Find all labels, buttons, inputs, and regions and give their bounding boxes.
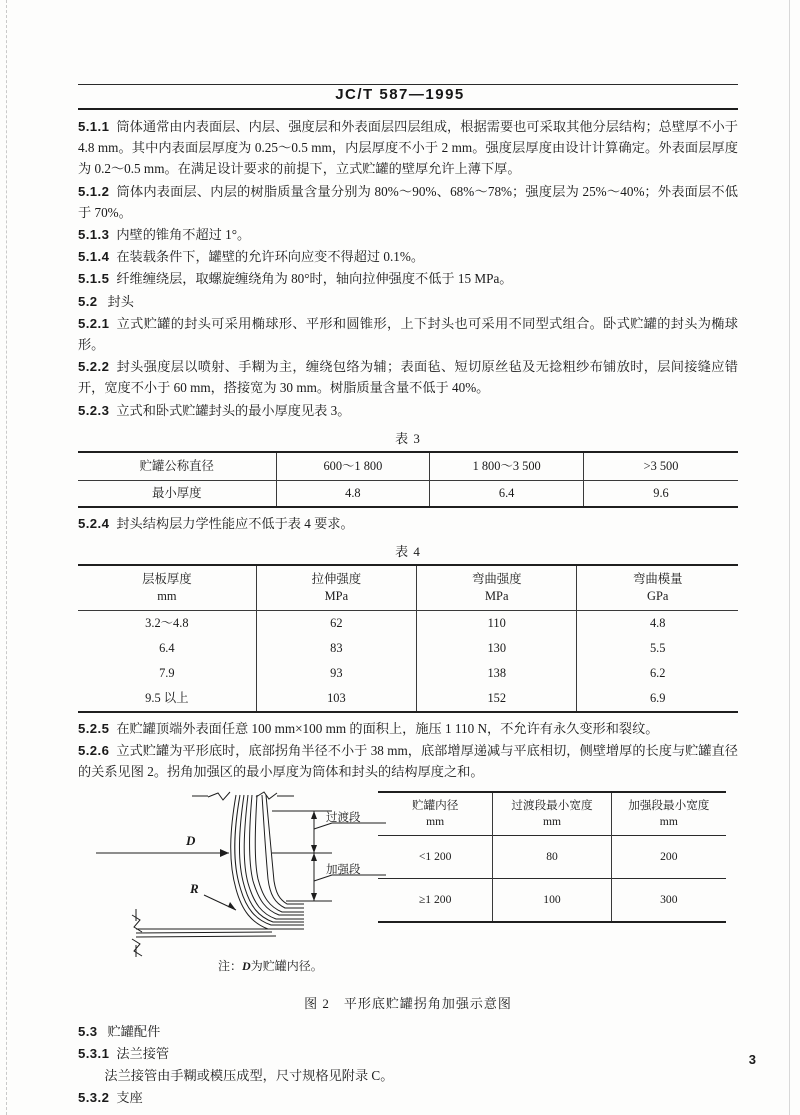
clause-number: 5.1.5 xyxy=(78,271,110,287)
table3 xyxy=(78,451,738,508)
note-prefix: 注： xyxy=(218,958,243,973)
note-text: 为贮罐内径。 xyxy=(250,958,323,973)
clause-text: 筒体内表面层、内层的树脂质量含量分别为 80%～90%、68%～78%；强度层为 25%～40%；外表面层不低于 70%。 xyxy=(78,183,738,220)
clause-number: 5.3 xyxy=(78,1023,98,1039)
table-cell: 110 xyxy=(417,611,577,637)
page-header-standard-code: JC/T 587—1995 xyxy=(335,86,465,103)
figure2-table-wrapper xyxy=(378,791,726,923)
table-cell: 4.8 xyxy=(276,480,430,507)
clause-text: 封头 xyxy=(107,293,134,309)
table-row xyxy=(78,452,738,481)
figure-2 xyxy=(78,789,738,989)
header-unit: MPa xyxy=(324,589,349,604)
table-cell: 152 xyxy=(417,686,577,712)
table-row xyxy=(78,611,738,637)
table-cell: 600～1 800 xyxy=(276,452,430,481)
table-cell: 6.2 xyxy=(577,661,738,686)
clause-5-2-1 xyxy=(78,313,738,355)
header-name: 贮罐内径 xyxy=(411,798,459,812)
clause-5-3 xyxy=(78,1021,738,1042)
table-cell: 6.9 xyxy=(577,686,738,712)
clause-5-2-4 xyxy=(78,513,738,534)
table-cell: 4.8 xyxy=(577,611,738,637)
table-cell: 80 xyxy=(493,835,611,878)
header-rule-top xyxy=(78,84,738,85)
clause-text: 支座 xyxy=(116,1090,143,1106)
clause-text: 在贮罐顶端外表面任意 100 mm×100 mm 的面积上，施压 1 110 N，不允许有永久变形和裂纹。 xyxy=(116,721,659,737)
table-cell: 103 xyxy=(256,686,416,712)
table-header-row xyxy=(78,565,738,611)
table-cell: 3.2～4.8 xyxy=(145,616,189,631)
clause-number: 5.2.1 xyxy=(78,315,110,331)
clause-text: 封头结构层力学性能应不低于表 4 要求。 xyxy=(116,515,354,531)
table-header-cell xyxy=(256,565,416,611)
table-cell: 6.4 xyxy=(430,480,584,507)
table-cell: 6.4 xyxy=(159,641,175,656)
table-cell: 138 xyxy=(417,661,577,686)
clause-5-2-5 xyxy=(78,718,738,739)
header-unit: GPa xyxy=(647,589,669,604)
header-name: 过渡段最小宽度 xyxy=(511,798,593,812)
table-cell: 9.6 xyxy=(584,480,738,507)
clause-number: 5.2.3 xyxy=(78,402,110,418)
header-name: 层板厚度 xyxy=(142,572,192,587)
figure2-note xyxy=(218,957,323,974)
table-cell: 9.5 以上 xyxy=(145,691,189,706)
table4-caption: 表 4 xyxy=(395,544,421,560)
table-cell: 93 xyxy=(256,661,416,686)
clause-5-2-3 xyxy=(78,400,738,421)
clause-5-2-2 xyxy=(78,356,738,398)
table-cell: ≥1 200 xyxy=(418,892,452,906)
table-row xyxy=(78,636,738,661)
table-row xyxy=(78,661,738,686)
clause-number: 5.2.4 xyxy=(78,515,110,531)
clause-number: 5.2 xyxy=(78,293,98,309)
clause-text: 筒体通常由内表面层、内层、强度层和外表面层四层组成，根据需要也可采取其他分层结构；总壁厚不小于 4.8 mm。其中内表面层厚度为 0.25～0.5 mm，内层厚度不小于 2 mm。强度层厚度由设计计算确定。外表面层厚度为 0.2～0.5 mm。在满足设计要求的前提下，立式贮罐的壁厚允许上薄下厚。 xyxy=(78,119,738,177)
clause-text: 内壁的锥角不超过 1°。 xyxy=(116,227,251,243)
table-cell: 62 xyxy=(256,611,416,637)
clause-number: 5.1.2 xyxy=(78,183,110,199)
table-row xyxy=(78,686,738,712)
diagram-label-transition-section: 过渡段 xyxy=(326,811,361,824)
table-row xyxy=(378,835,726,878)
table-cell: 7.9 xyxy=(159,666,175,681)
clause-5-1-3 xyxy=(78,224,738,245)
clause-number: 5.1.3 xyxy=(78,227,110,243)
clause-text: 贮罐配件 xyxy=(107,1023,161,1039)
clause-number: 5.3.2 xyxy=(78,1090,110,1106)
diagram-label-diameter: D xyxy=(186,832,196,848)
table-header-cell xyxy=(417,565,577,611)
clause-text: 立式贮罐的封头可采用椭球形、平形和圆锥形，上下封头也可采用不同型式组合。卧式贮罐的封头为椭球形。 xyxy=(78,315,738,353)
clause-5-1-2 xyxy=(78,181,738,223)
figure2-caption: 图 2 平形底贮罐拐角加强示意图 xyxy=(304,995,512,1011)
header-unit: mm xyxy=(542,814,561,828)
scan-frame-right-edge xyxy=(789,0,790,1115)
note-symbol: D xyxy=(242,958,251,973)
table-cell: 200 xyxy=(611,835,726,878)
table-row xyxy=(378,878,726,922)
page-number: 3 xyxy=(748,1052,756,1067)
diagram-label-reinforcement-section: 加强段 xyxy=(326,863,361,876)
clause-5-3-1 xyxy=(78,1043,738,1064)
table-cell: 5.5 xyxy=(577,636,738,661)
table-header-cell xyxy=(78,565,256,611)
clause-number: 5.2.2 xyxy=(78,359,110,375)
header-name: 弯曲强度 xyxy=(471,572,522,587)
table3-caption: 表 3 xyxy=(395,430,421,446)
header-unit: MPa xyxy=(485,589,509,604)
clause-5-3-2 xyxy=(78,1087,738,1108)
table-header-cell xyxy=(493,792,611,836)
header-name: 拉伸强度 xyxy=(311,572,362,587)
header-unit: mm xyxy=(157,589,177,604)
table-cell: 1 800～3 500 xyxy=(430,452,584,481)
diagram-label-radius: R xyxy=(190,880,199,896)
clause-text: 立式和卧式贮罐封头的最小厚度见表 3。 xyxy=(116,402,351,418)
clause-number: 5.2.6 xyxy=(78,743,110,759)
clause-number: 5.3.1 xyxy=(78,1045,110,1061)
clause-5-2 xyxy=(78,291,738,312)
table-cell: >3 500 xyxy=(584,452,738,481)
table-cell: 300 xyxy=(611,878,726,922)
clause-5-1-1 xyxy=(78,116,738,180)
clause-text: 立式贮罐为平形底时，底部拐角半径不小于 38 mm，底部增厚递减与平底相切，侧壁增厚的长度与贮罐直径的关系见图 2。拐角加强区的最小厚度为筒体和封头的结构厚度之和。 xyxy=(78,743,738,780)
clause-text: 法兰接管 xyxy=(116,1045,170,1061)
table-header-cell xyxy=(611,792,726,836)
header-unit: mm xyxy=(659,814,678,828)
clause-text: 封头强度层以喷射、手糊为主，缠绕包络为辅；表面毡、短切原丝毡及无捻粗纱布铺放时，层间接缝应错开，宽度不小于 60 mm，搭接宽为 30 mm。树脂质量含量不低于 40%。 xyxy=(78,359,738,396)
header-name: 弯曲模量 xyxy=(632,572,683,587)
table-row xyxy=(78,480,738,507)
table-header-cell xyxy=(378,792,493,836)
header-rule-bottom xyxy=(78,108,738,110)
figure2-table xyxy=(378,791,726,923)
clause-number: 5.2.5 xyxy=(78,721,110,737)
clause-number: 5.1.1 xyxy=(78,119,110,134)
table-cell: 83 xyxy=(256,636,416,661)
scan-frame-left-edge xyxy=(6,0,8,1115)
header-name: 加强段最小宽度 xyxy=(628,798,710,812)
table-header-cell xyxy=(577,565,738,611)
table-cell: 130 xyxy=(417,636,577,661)
header-unit: mm xyxy=(426,814,445,828)
clause-text: 纤维缠绕层，取螺旋缠绕角为 80°时，轴向拉伸强度不低于 15 MPa。 xyxy=(116,271,513,287)
table-cell: <1 200 xyxy=(418,849,452,863)
clause-5-1-4 xyxy=(78,246,738,267)
clause-5-1-5 xyxy=(78,268,738,289)
document-body-column xyxy=(78,116,738,1109)
table-cell: 最小厚度 xyxy=(151,485,202,500)
clause-5-3-1-body: 法兰接管由手糊或模压成型，尺寸规格见附录 C。 xyxy=(104,1068,394,1084)
clause-text: 在装载条件下，罐壁的允许环向应变不得超过 0.1%。 xyxy=(116,249,425,265)
table-header-row xyxy=(378,792,726,836)
table4 xyxy=(78,564,738,713)
clause-number: 5.1.4 xyxy=(78,249,110,265)
table-cell: 贮罐公称直径 xyxy=(139,458,214,473)
table-cell: 100 xyxy=(493,878,611,922)
clause-5-2-6 xyxy=(78,740,738,782)
